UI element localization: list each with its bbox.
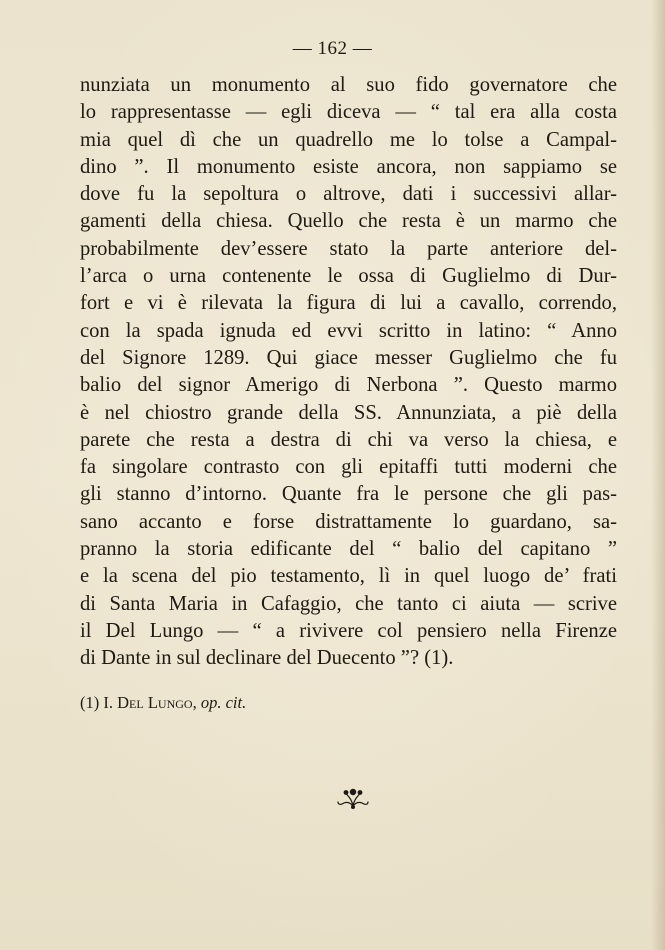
footnote [80,693,246,713]
text-line: e la scena del pio testamento, lì in quel luogo de’ frati [80,565,617,588]
footnote-citation: op. cit. [200,693,247,712]
text-line: lo rappresentasse — egli diceva — “ tal era alla costa [80,101,617,124]
text-line: pranno la storia edificante del “ balio del capitano ” [80,538,617,561]
text-line: nunziata un monumento al suo fido governatore che [80,74,617,96]
body-text [80,72,617,673]
text-line: del Signore 1289. Qui giace messer Guglielmo che fu [80,346,617,369]
footnote-author: I. Del Lungo, [103,693,197,712]
text-line: di Santa Maria in Cafaggio, che tanto ci aiuta — scrive [80,592,617,615]
text-line: con la spada ignuda ed evvi scritto in latino: “ Anno [80,319,617,342]
text-line: dino ”. Il monumento esiste ancora, non sappiamo se [80,155,617,178]
text-line: sano accanto e forse distrattamente lo guardano, sa- [80,510,617,533]
footnote-marker: (1) [80,693,100,712]
text-line: gamenti della chiesa. Quello che resta è un marmo che [80,210,617,233]
text-line: l’arca o urna contenente le ossa di Guglielmo di Dur- [80,265,617,288]
text-line: fort e vi è rilevata la figura di lui a cavallo, correndo, [80,292,617,315]
fleuron-ornament-icon [336,786,370,810]
text-line: probabilmente dev’essere stato la parte anteriore del- [80,237,617,260]
page-edge-shadow [651,0,665,950]
text-line: il Del Lungo — “ a rivivere col pensiero nella Firenze [80,619,617,642]
text-line: fa singolare contrasto con gli epitaffi tutti moderni che [80,456,617,479]
text-line: di Dante in sul declinare del Duecento ”? (1). [80,647,454,670]
text-line: mia quel dì che un quadrello me lo tolse a Campal- [80,128,617,151]
text-line: è nel chiostro grande della SS. Annunziata, a piè della [80,401,617,424]
text-line: gli stanno d’intorno. Quante fra le persone che gli pas- [80,483,617,506]
text-line: parete che resta a destra di chi va verso la chiesa, e [80,428,617,451]
text-line: balio del signor Amerigo di Nerbona ”. Questo marmo [80,374,617,397]
text-line: dove fu la sepoltura o altrove, dati i successivi allar- [80,183,617,206]
page-number: — 162 — [292,38,373,59]
